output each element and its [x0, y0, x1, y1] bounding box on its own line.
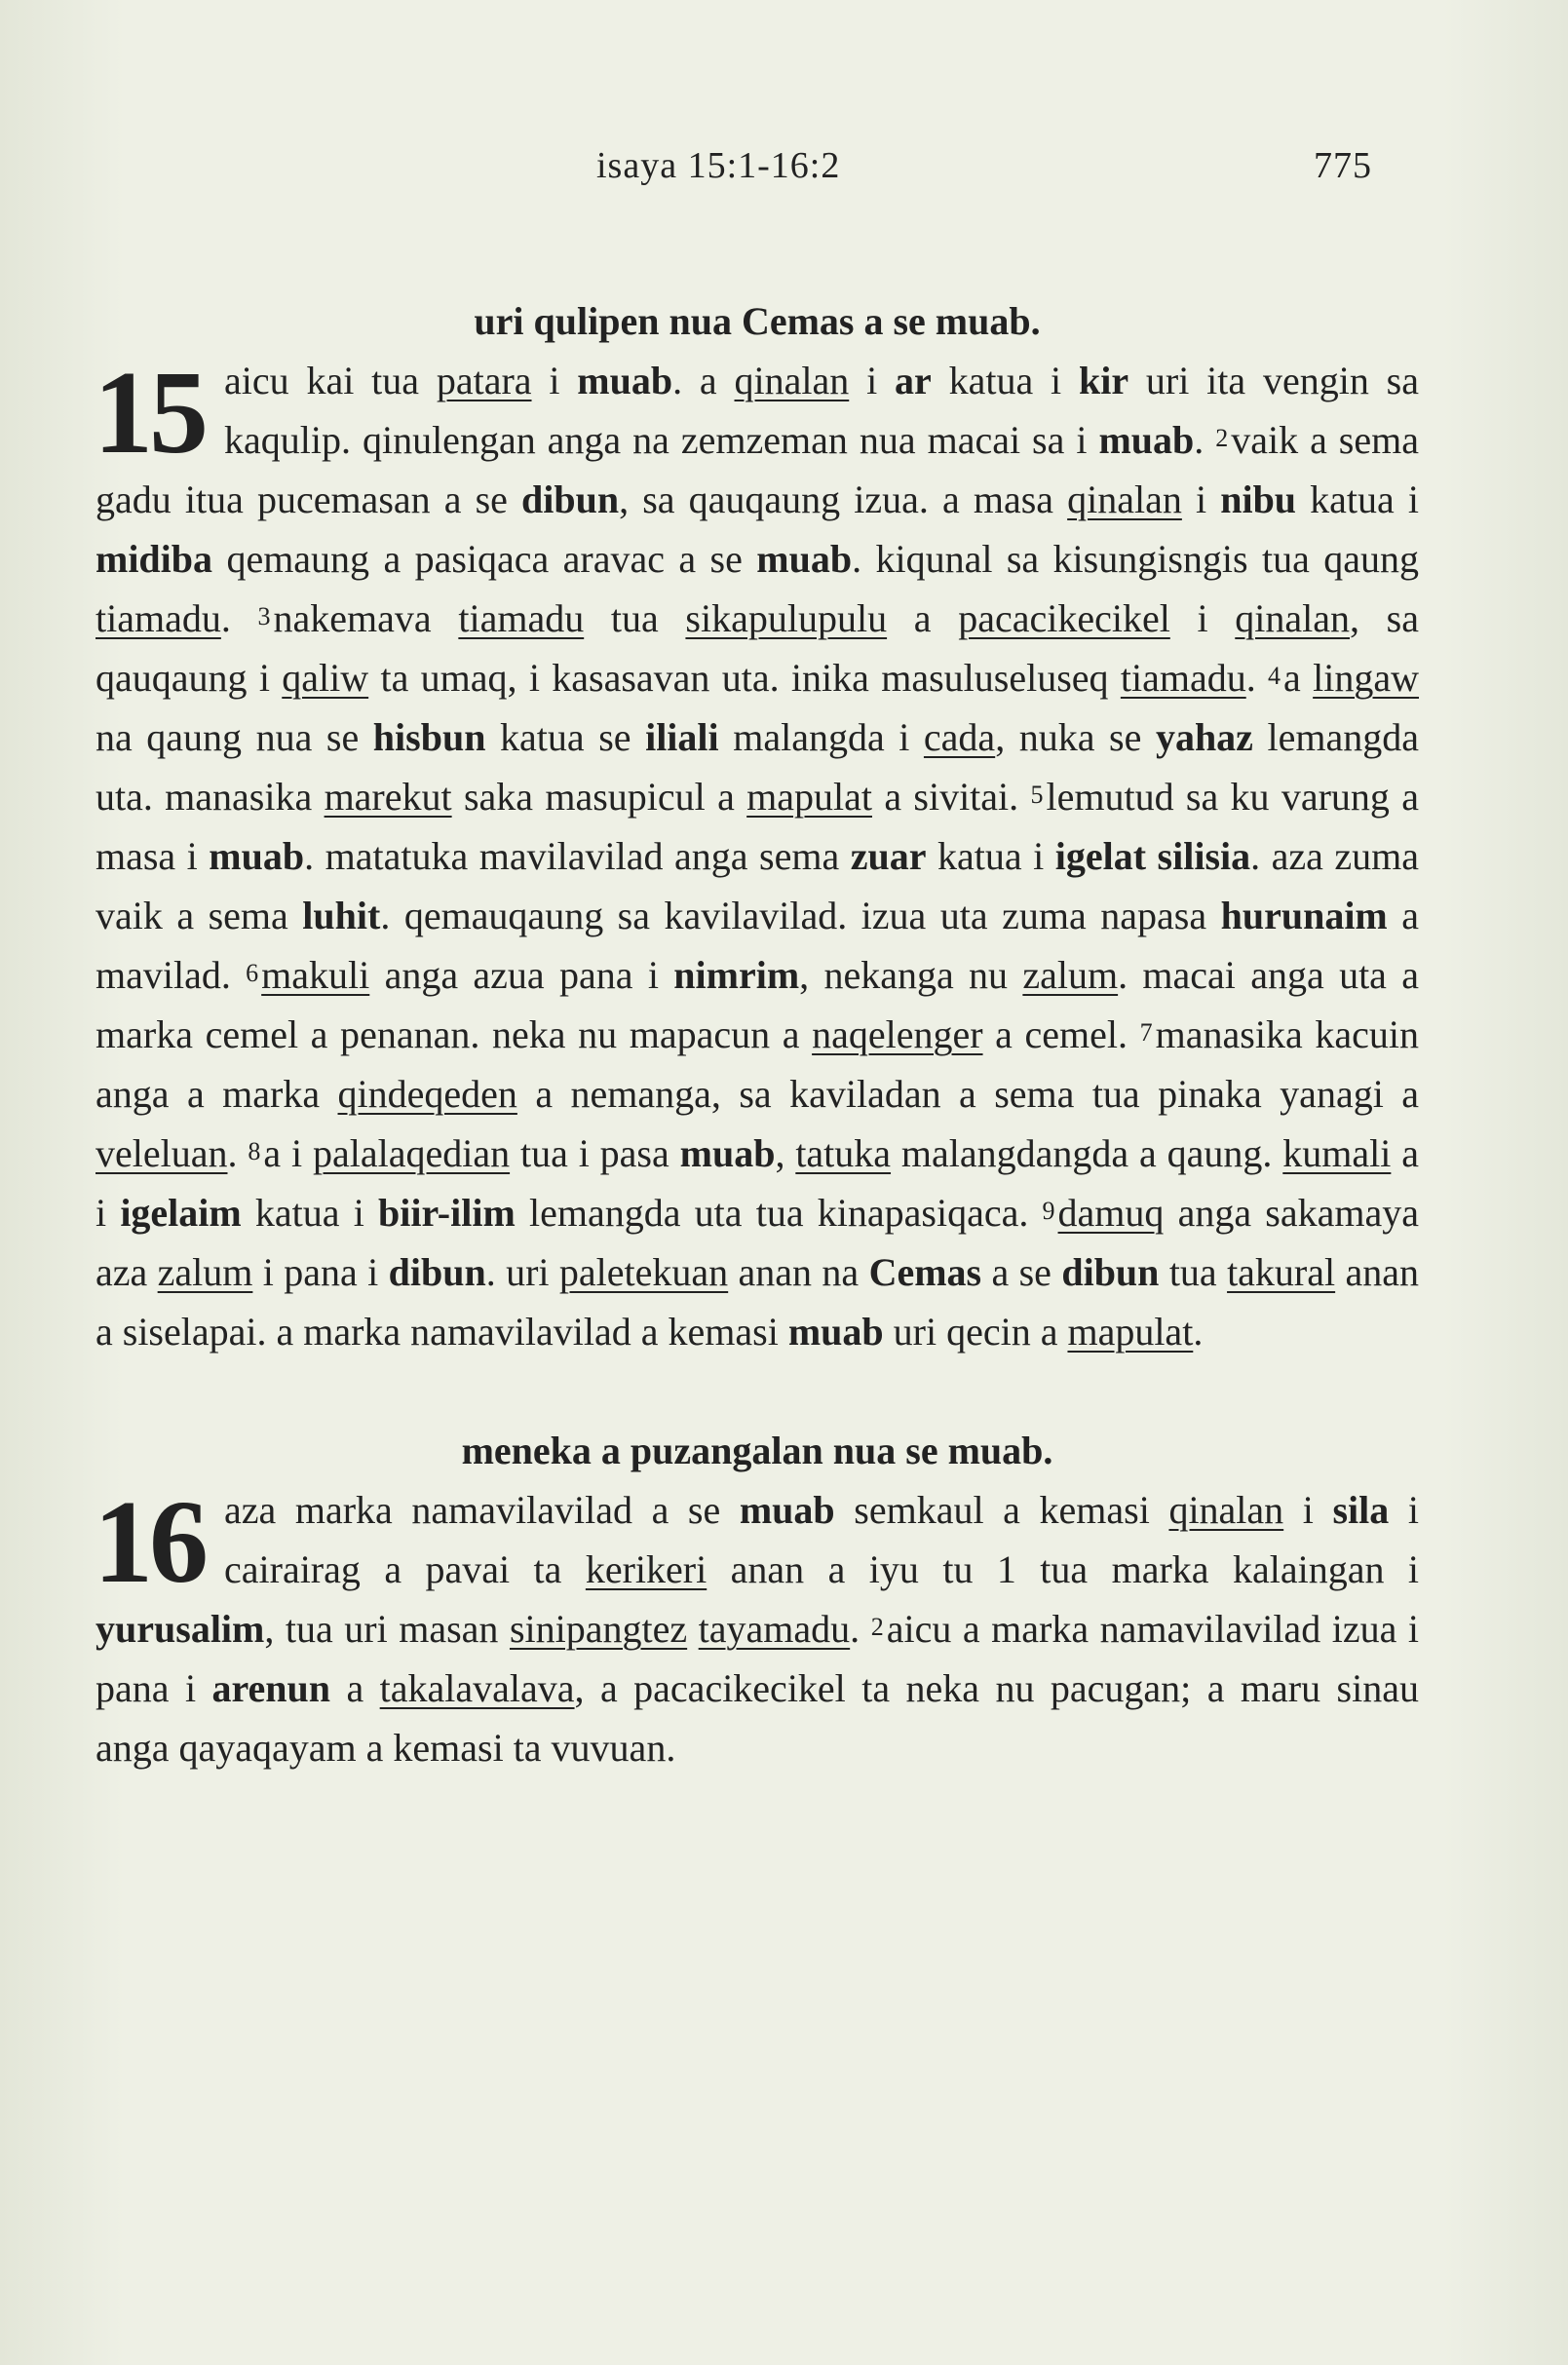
- page-header: [0, 144, 1568, 203]
- page-content: [96, 292, 1419, 1777]
- running-title: isaya 15:1-16:2: [596, 145, 841, 186]
- chapter-15-text: 15 aicu kai tua patara i muab. a qinalan i ar katua i kir uri ita vengin sa kaqulip. qinulengan anga na zemzeman nua macai sa i muab. $^2$vaik a sema gadu itua pucemasan a se dibun, sa qauqaung izua. a masa qinalan i nibu katua i midiba qemaung a pasiqaca aravac a se muab. kiqunal sa kisungisngis tua qaung tiamadu. $^3$nakemava tiamadu tua sikapulupulu a pacacikecikel i qinalan, sa qauqaung i qaliw ta umaq, i kasasavan uta. inika masuluseluseq tiamadu. $^4$a lingaw na qaung nua se hisbun katua se iliali malangda i cada, nuka se yahaz lemangda uta. manasika marekut saka masupicul a mapulat a sivitai. $^5$lemutud sa ku varung a masa i muab. matatuka mavilavilad anga sema zuar katua i igelat silisia. aza zuma vaik a sema luhit. qemauqaung sa kavilavilad. izua uta zuma napasa hurunaim a mavilad. $^6$makuli anga azua pana i nimrim, nekanga nu zalum. macai anga uta a marka cemel a penanan. neka nu mapacun a naqelenger a cemel. $^7$manasika kacuin anga a marka qindeqeden a nemanga, sa kaviladan a sema tua pinaka yanagi a veleluan. $^8$a i palalaqedian tua i pasa muab, tatuka malangdangda a qaung. kumali a i igelaim katua i biir-ilim lemangda uta tua kinapasiqaca. $^9$damuq anga sakamaya aza zalum i pana i dibun. uri paletekuan anan na Cemas a se dibun tua takural anan a siselapai. a marka namavilavilad a kemasi muab uri qecin a mapulat.: [94, 347, 1420, 1354]
- verse-number: 4: [1268, 662, 1281, 690]
- verse-number: 2: [1215, 424, 1229, 452]
- verse-number: 7: [1139, 1018, 1153, 1047]
- verse-number: 9: [1042, 1197, 1055, 1225]
- verse-number: 8: [248, 1137, 261, 1165]
- verse-number: 3: [257, 602, 271, 630]
- verse-number: 2: [870, 1613, 884, 1641]
- chapter-16-text: 16 aza marka namavilavilad a se muab semkaul a kemasi qinalan i sila i cairairag a pavai ta kerikeri anan a iyu tu 1 tua marka kalaingan i yurusalim, tua uri masan sinipangtez tayamadu. $^2$aicu a marka namavilavilad izua i pana i arenun a takalavalava, a pacacikecikel ta neka nu pacugan; a maru sinau anga qayaqayam a kemasi ta vuvuan.: [94, 1476, 1420, 1770]
- section-heading: meneka a puzangalan nua se muab.: [461, 1429, 1053, 1472]
- page-number: 775: [1314, 145, 1372, 186]
- verse-number: 6: [246, 959, 259, 987]
- verse-number: 5: [1030, 781, 1044, 809]
- chapter-number: 16: [94, 1476, 205, 1608]
- chapter-number: 15: [94, 347, 205, 478]
- section-heading: uri qulipen nua Cemas a se muab.: [474, 299, 1041, 343]
